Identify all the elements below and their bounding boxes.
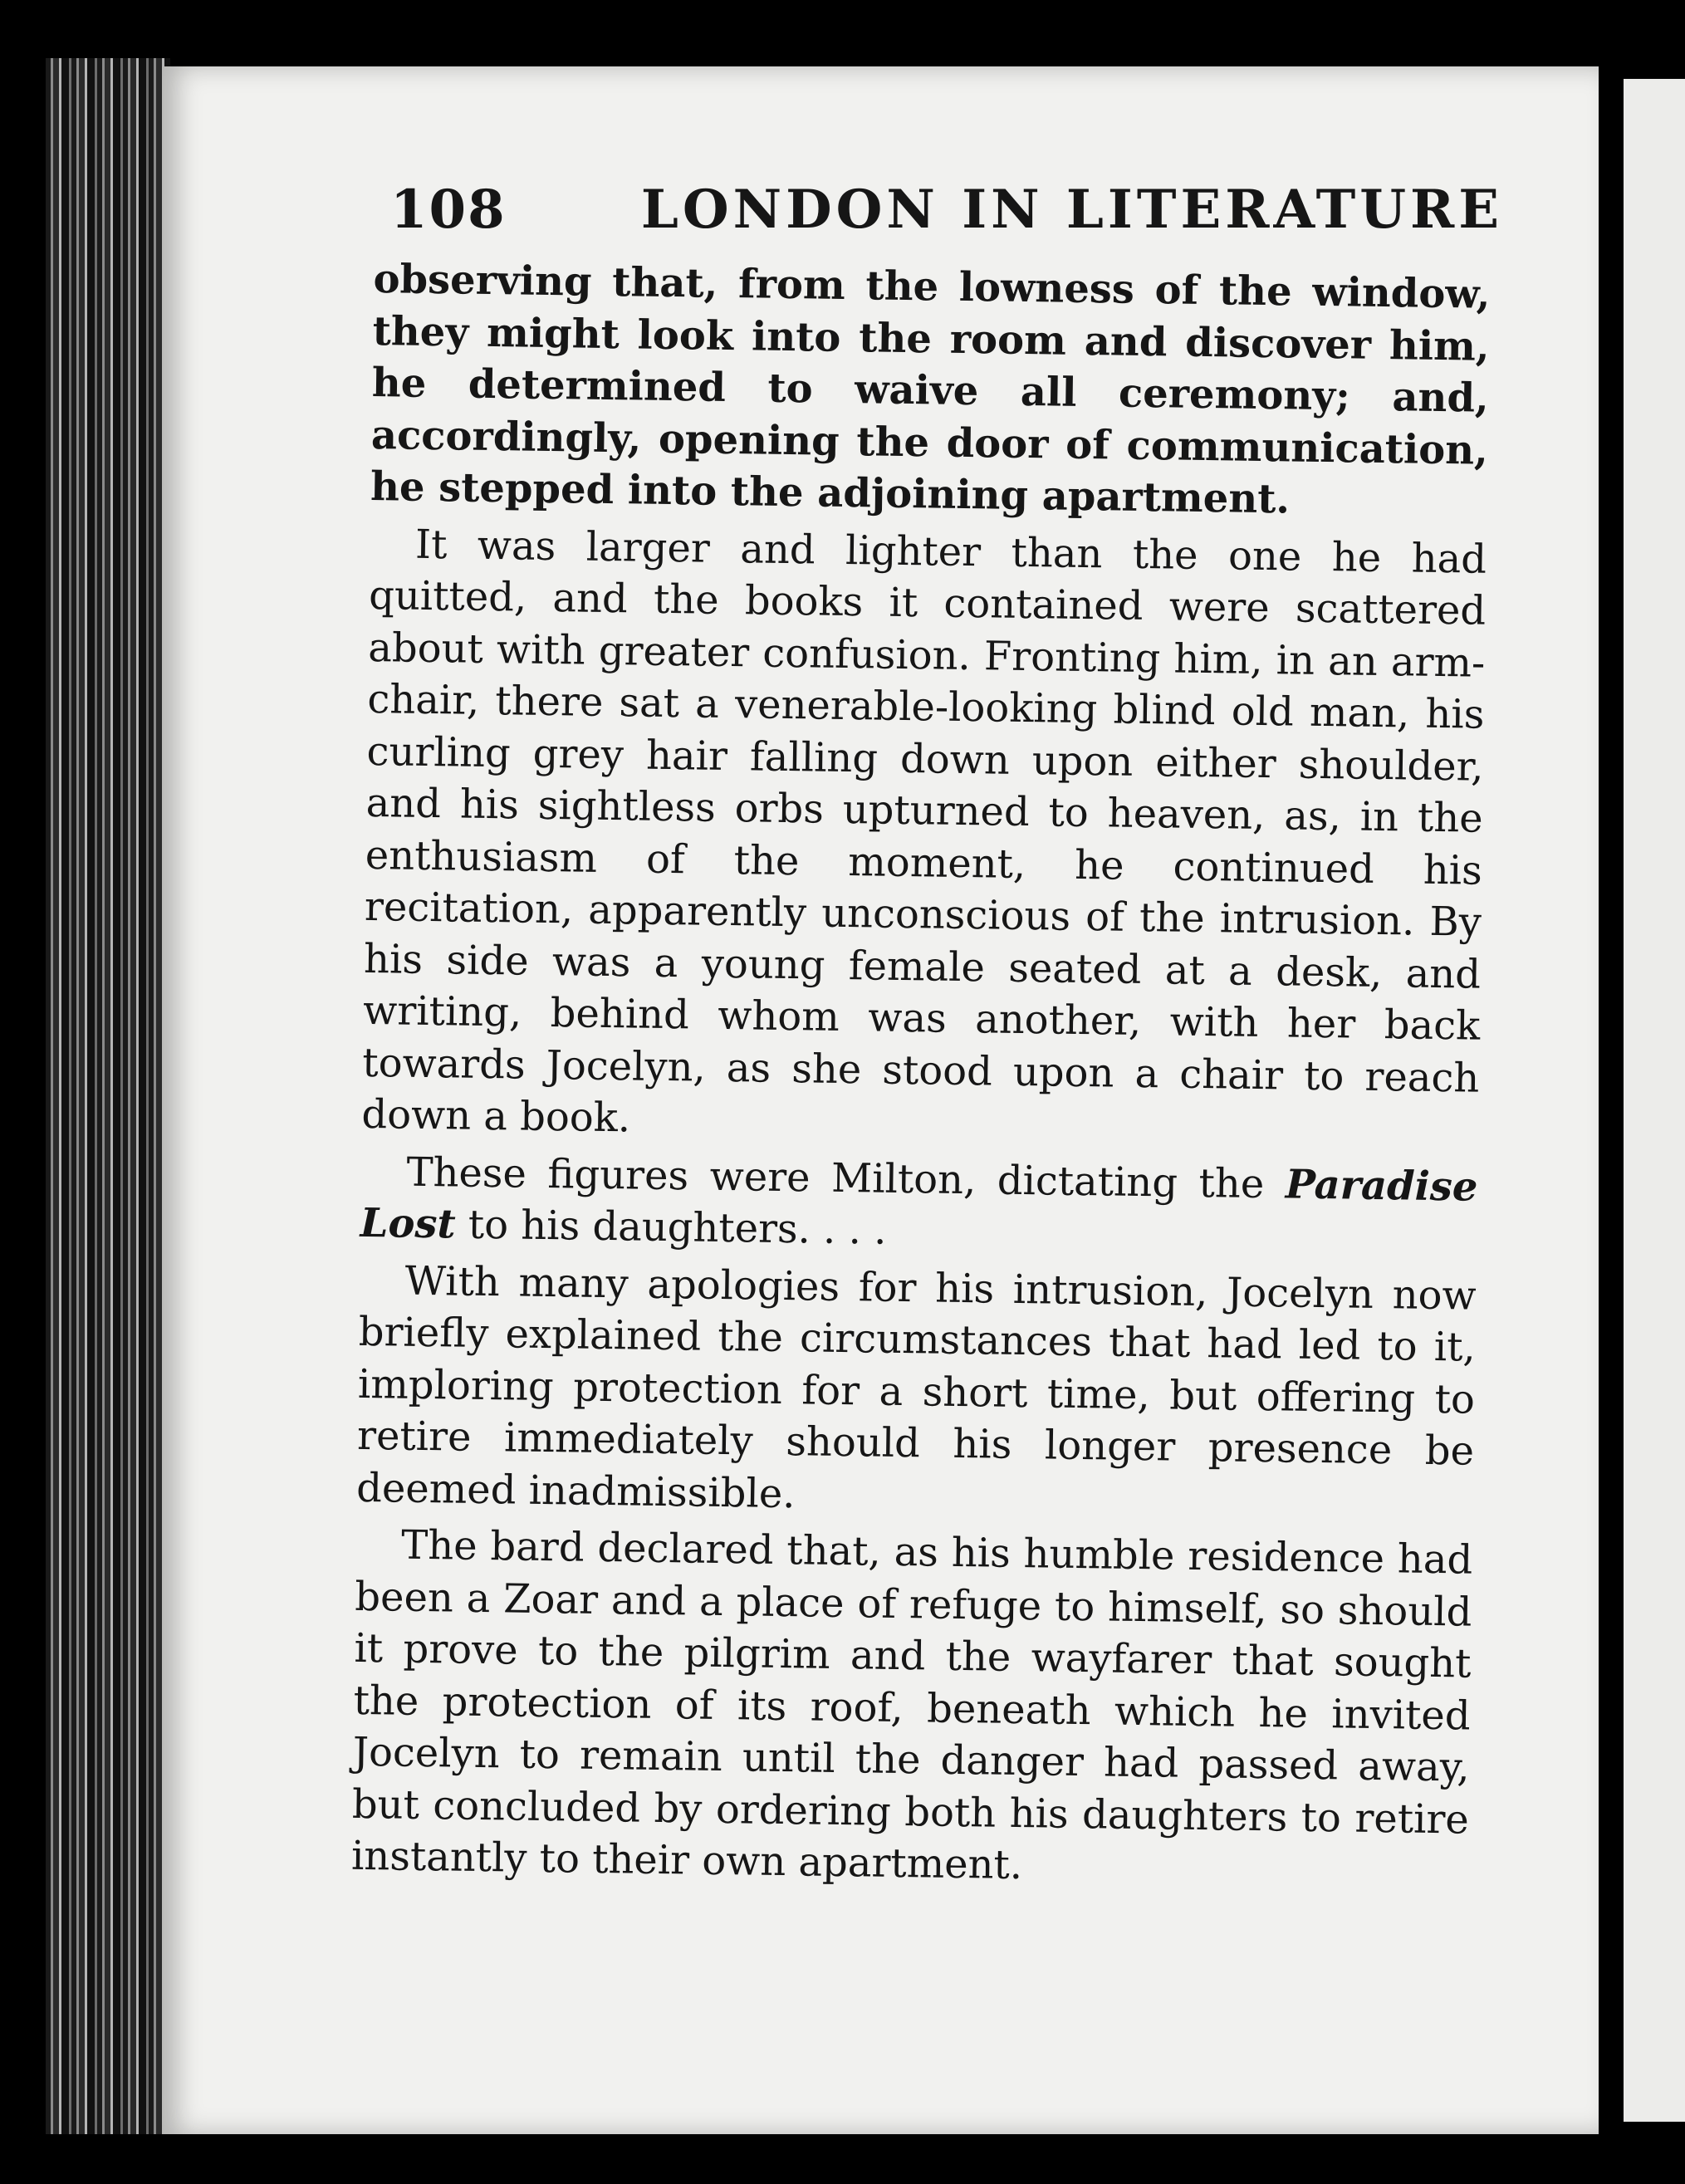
book-binding-gutter	[46, 58, 170, 2134]
page-number: 108	[390, 179, 507, 241]
paragraph-2: It was larger and lighter than the one he had quitted, and the books it contained were scattered about with greater confusion. Fronting him, in an arm-chair, there sat a venerable-looking blind old man, his curling grey hair falling down upon either shoulder, and his sightless orbs upturned to heaven, as, in the enthusiasm of the moment, he continued his recitation, apparently unconscious of the intrusion. By his side was a young female seated at a desk, and writing, behind whom was another, with her back towards Jocelyn, as she stood upon a chair to reach down a book.	[361, 521, 1487, 1142]
paragraph-1: observing that, from the lowness of the window, they might look into the room and discover him, he determined to waive all ceremony; and, accordingly, opening the door of communication, he stepped into the adjoining apartment.	[370, 255, 1491, 523]
paragraph-3-italic-title: Paradise Lost	[360, 1160, 1478, 1248]
paragraph-3-text-after: to his daughters. . . .	[455, 1201, 887, 1254]
paragraph-4: With many apologies for his intrusion, Jocelyn now briefly explained the circumstances that had led to it, imploring protection for a short time, but offering to retire immediately should his longer presence be deemed inadmissible.	[355, 1257, 1477, 1517]
running-head-title: LONDON IN LITERATURE	[640, 179, 1503, 241]
paragraph-3	[360, 1145, 1478, 1265]
paragraph-5: The bard declared that, as his humble residence had been a Zoar and a place of refuge to himself, so should it prove to the pilgrim and the wayfarer that sought the protection of its roof, beneath which he invited Jocelyn to remain until the danger had passed away, but concluded by ordering both his daughters to retire instantly to their own apartment.	[350, 1521, 1473, 1889]
paragraph-3-text-before: These figures were Milton, dictating the	[406, 1148, 1286, 1207]
body-text	[351, 253, 1491, 1902]
adjacent-page-edge	[1624, 79, 1685, 2122]
